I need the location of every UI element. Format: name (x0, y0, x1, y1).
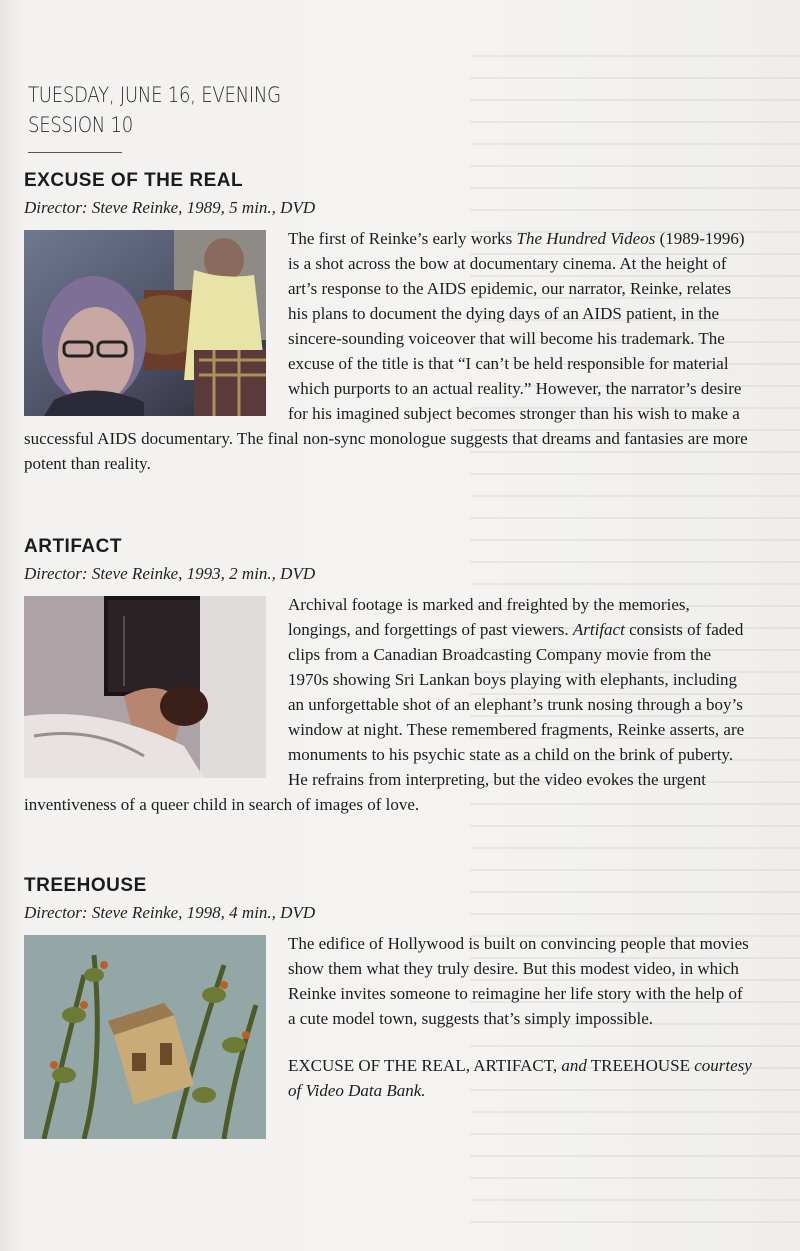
film-description (24, 931, 754, 1103)
film-still-model-house (24, 935, 266, 1139)
credits-titles: EXCUSE OF THE REAL, ARTIFACT, (288, 1056, 562, 1075)
film-title: ARTIFACT (24, 536, 122, 557)
film-still-elephant-window (24, 596, 266, 778)
session-date: TUESDAY, JUNE 16, EVENING (28, 83, 281, 107)
desc-italic-title: Artifact (572, 620, 625, 639)
film-description (24, 592, 754, 817)
credits-title-treehouse: TREEHOUSE (586, 1056, 695, 1075)
film-excuse-of-the-real (24, 168, 754, 476)
desc-italic-title: The Hundred Videos (516, 229, 656, 248)
film-artifact (24, 534, 754, 817)
header-divider (28, 152, 122, 153)
film-director-line: Director: Steve Reinke, 1993, 2 min., DVD (24, 564, 316, 583)
credits-courtesy: courtesy of Video Data Bank. (288, 1056, 752, 1100)
session-number: SESSION 10 (28, 113, 134, 137)
film-director-line: Director: Steve Reinke, 1998, 4 min., DVD (24, 903, 316, 922)
film-description (24, 226, 754, 476)
credits-and: and (561, 1056, 587, 1075)
film-director-line: Director: Steve Reinke, 1989, 5 min., DVD (24, 198, 316, 217)
desc-part: The first of Reinke’s early works (288, 229, 517, 248)
desc-part: (1989-1996) is a shot across the bow at documentary cinema. At the height of art’s response to the AIDS epidemic, our narrator, Reinke, relates his plans to document the dying days of an AIDS patient, in the sincere-sounding voiceover that will become his trademark. The excuse of the title is that “I can’t be held responsible for material which purports to an actual reality.” However, the narrator’s desire for his imagined subject becomes stronger than his wish to make a successful AIDS documentary. The final non-sync monologue suggests that dreams and fantasies are more potent than reality. (24, 229, 748, 473)
film-title: TREEHOUSE (24, 875, 147, 896)
film-still-elderly-woman (24, 230, 266, 416)
desc-part: Archival footage is marked and freighted by the memories, longings, and forgettings of past viewers. (288, 595, 690, 639)
film-title: EXCUSE OF THE REAL (24, 170, 244, 191)
desc-part: consists of faded clips from a Canadian Broadcasting Company movie from the 1970s showing Sri Lankan boys playing with elephants, including an unforgettable shot of an elephant’s trunk nosing through a boy’s window at night. These remembered fragments, Reinke asserts, are monuments to his psychic state as a child on the brink of puberty. He refrains from interpreting, but the video evokes the urgent inventiveness of a queer child in search of images of love. (24, 620, 745, 814)
film-treehouse (24, 873, 754, 1145)
session-header (28, 80, 281, 140)
desc-part: The edifice of Hollywood is built on convincing people that movies show them what they truly desire. But this modest video, in which Reinke invites someone to reimagine her life story with the help of a cute model town, suggests that’s simply impossible. (288, 934, 749, 1028)
